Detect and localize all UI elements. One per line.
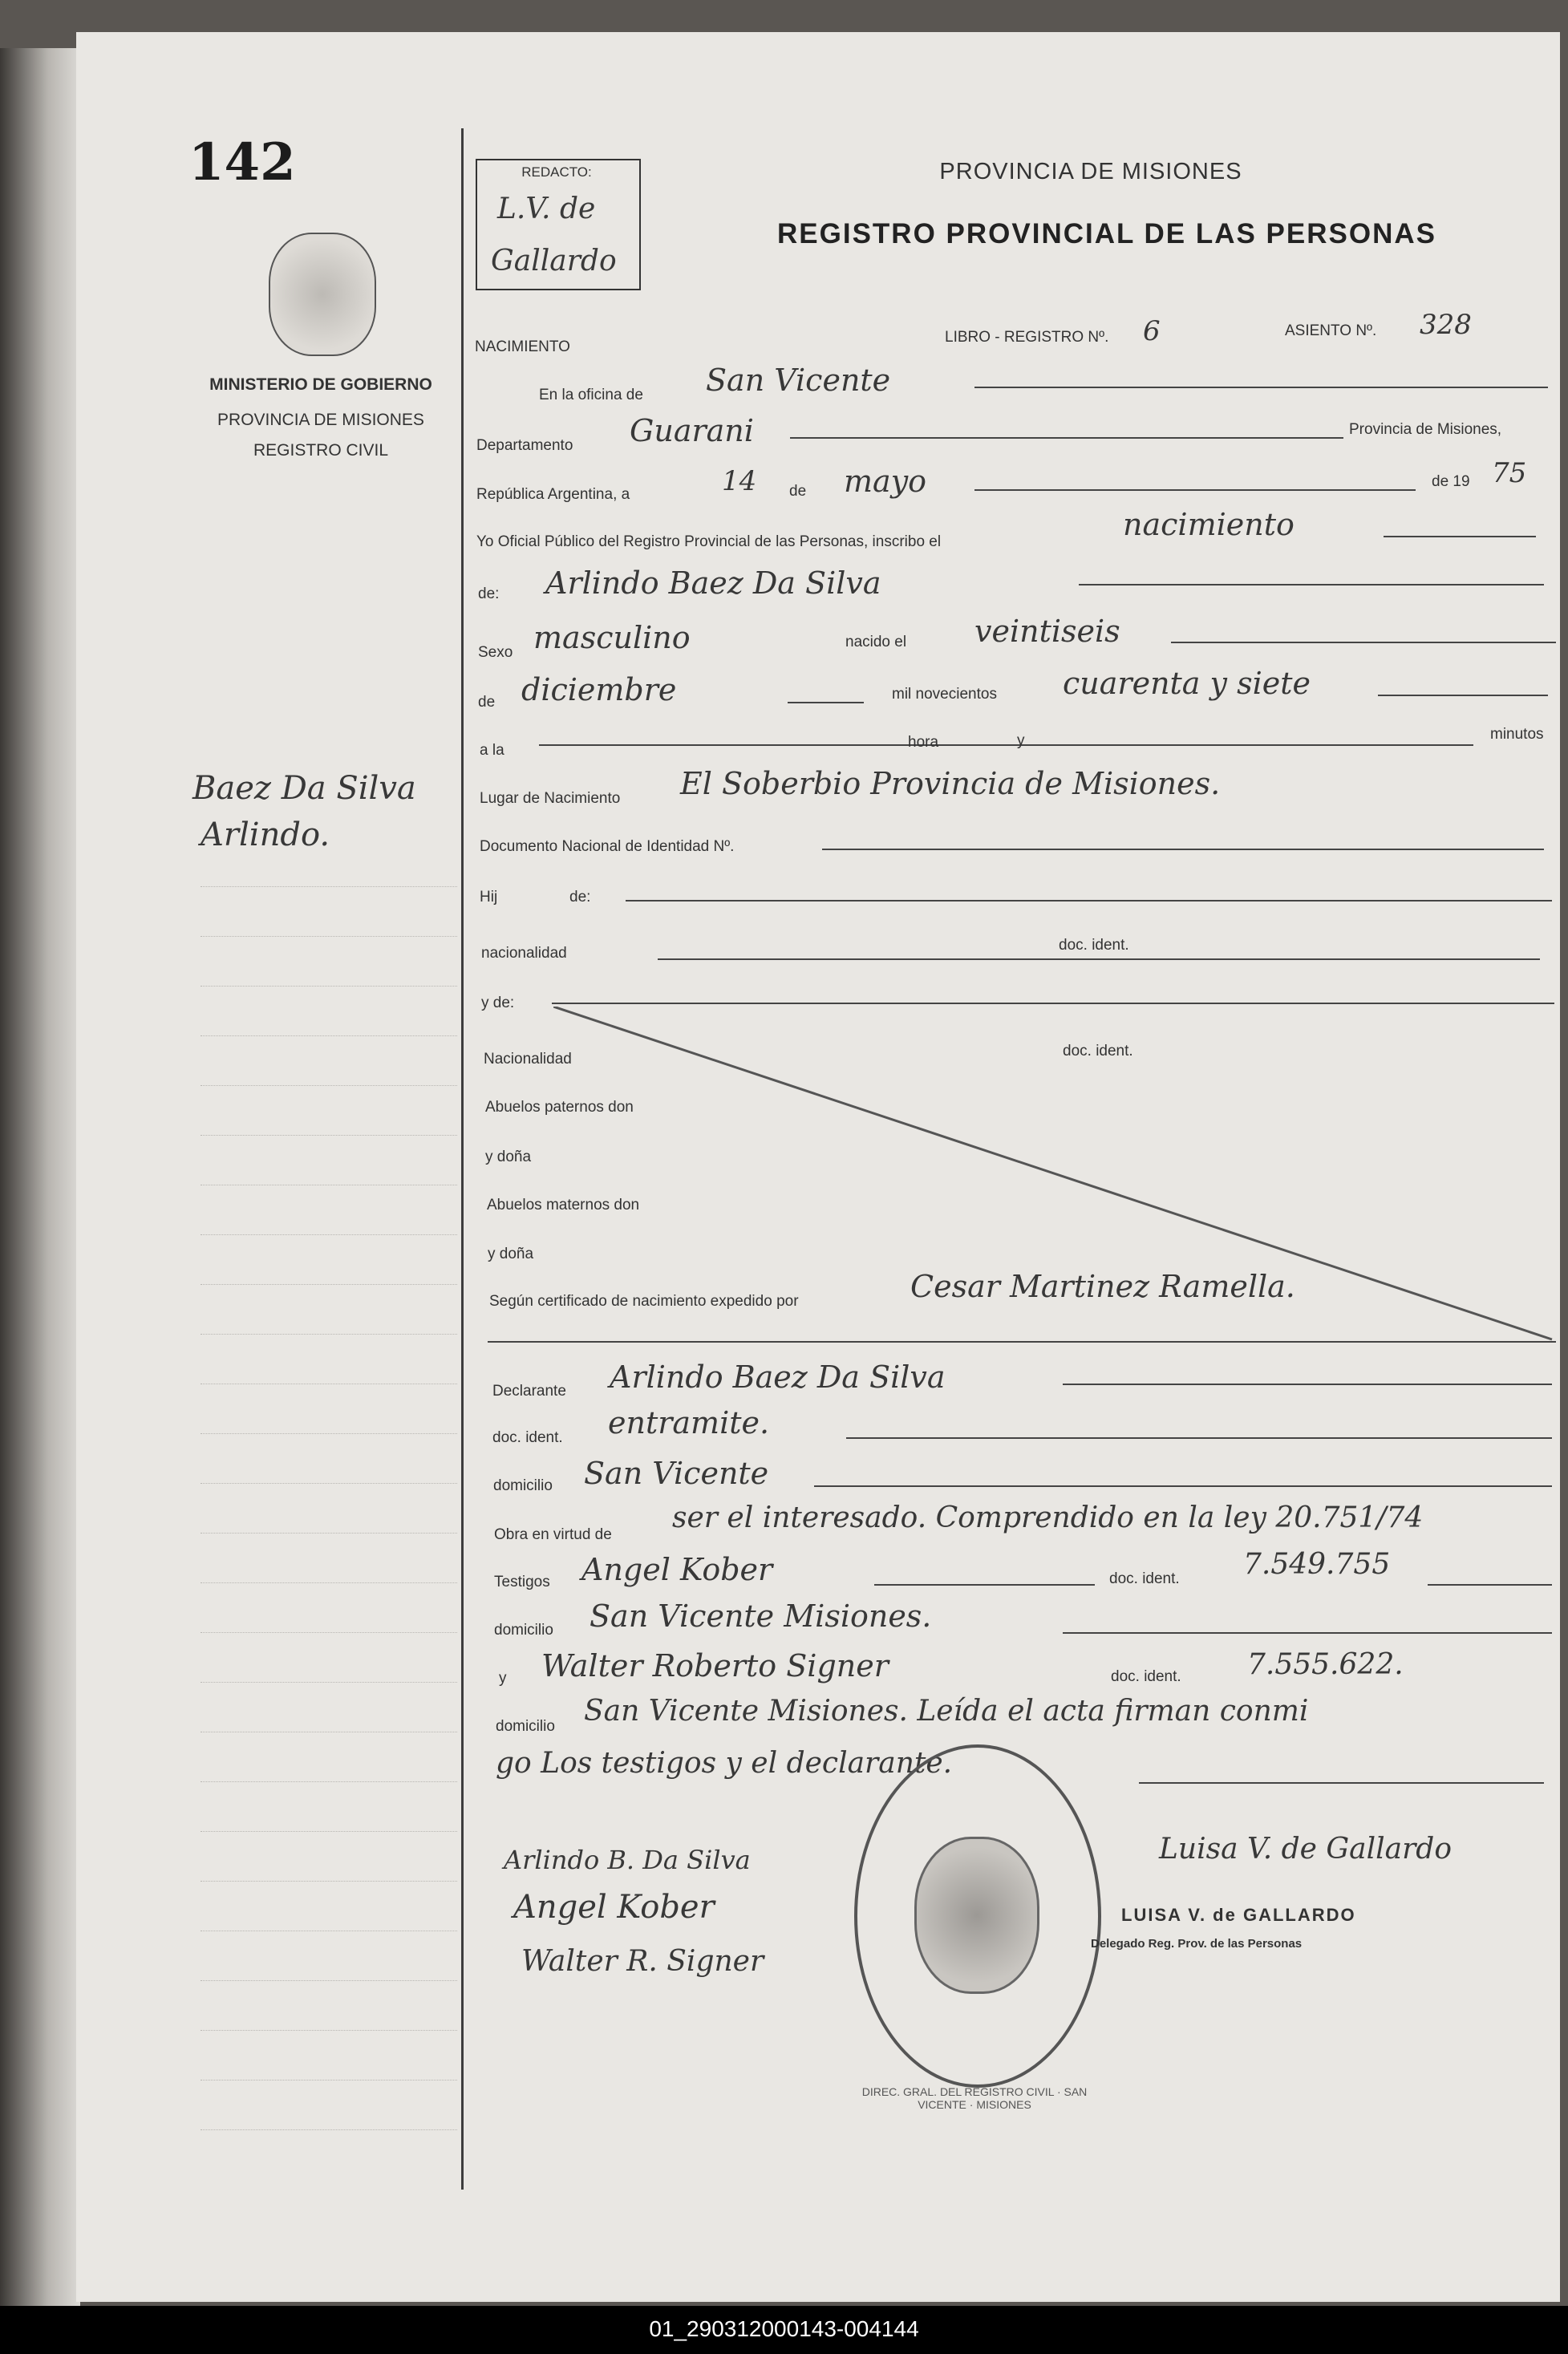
province-title: PROVINCIA DE MISIONES [939, 159, 1242, 184]
margin-rule [201, 1234, 457, 1235]
official-role: Delegado Reg. Prov. de las Personas [1091, 1937, 1303, 1951]
lugar-label: Lugar de Nacimiento [480, 790, 621, 807]
mes-value: mayo [844, 464, 927, 499]
section-label: NACIMIENTO [475, 338, 570, 355]
ydona2-label: y doña [488, 1246, 534, 1262]
margin-rule [201, 1334, 457, 1335]
testigo2-value: Walter Roberto Signer [541, 1648, 889, 1683]
margin-rule [201, 1483, 457, 1484]
margin-rule [201, 1582, 457, 1583]
redacto-value1: L.V. de [497, 192, 596, 225]
margin-rule [201, 1881, 457, 1882]
obra-value: ser el interesado. Comprendido en la ley 20.751/74 [672, 1501, 1424, 1534]
doc-ident-label: doc. ident. [1059, 937, 1129, 954]
ministry-line2: PROVINCIA DE MISIONES [217, 411, 424, 429]
domicilio2-value: San Vicente Misiones. [590, 1598, 932, 1634]
certificado-label: Según certificado de nacimiento expedido por [489, 1293, 799, 1310]
margin-rule [201, 1433, 457, 1434]
margin-rule [201, 1085, 457, 1086]
minutos-label: minutos [1490, 726, 1544, 743]
lugar-value: El Soberbio Provincia de Misiones. [680, 766, 1221, 801]
margin-note-line1: Baez Da Silva [192, 770, 416, 807]
margin-rule [201, 1632, 457, 1633]
signature-3: Walter R. Signer [521, 1945, 764, 1978]
redacto-value2: Gallardo [491, 245, 617, 278]
signature-4: Luisa V. de Gallardo [1159, 1833, 1453, 1866]
nombre-label: de: [478, 585, 500, 602]
nacionalidad-label: nacionalidad [481, 945, 567, 962]
oficina-value: San Vicente [706, 363, 891, 398]
anio-prefix: de 19 [1432, 473, 1470, 490]
domicilio2-label: domicilio [494, 1622, 553, 1639]
certificado-value: Cesar Martinez Ramella. [910, 1269, 1295, 1304]
ala-label: a la [480, 742, 504, 759]
anio2-value: cuarenta y siete [1063, 666, 1311, 701]
hij-de-label: de: [569, 889, 591, 906]
abuelos-p-label: Abuelos paternos don [485, 1099, 634, 1116]
ministry-line3: REGISTRO CIVIL [253, 441, 389, 460]
margin-rule [201, 986, 457, 987]
departamento-label: Departamento [476, 437, 573, 454]
domicilio3-label: domicilio [496, 1718, 555, 1735]
declarante-label: Declarante [492, 1383, 566, 1400]
declarante-value: Arlindo Baez Da Silva [610, 1359, 946, 1395]
margin-rule [201, 1284, 457, 1285]
coat-of-arms-icon [269, 233, 376, 356]
ydona1-label: y doña [485, 1149, 532, 1165]
margin-rule [201, 2030, 457, 2031]
y2-label: y [499, 1670, 507, 1687]
testigo2-doc: 7.555.622. [1247, 1648, 1404, 1681]
dia-value: 14 [722, 465, 757, 497]
asiento-value: 328 [1420, 309, 1472, 341]
margin-rule [201, 1035, 457, 1036]
documento-label: Documento Nacional de Identidad Nº. [480, 838, 735, 855]
hora-label: hora [908, 734, 939, 751]
page-number: 142 [188, 132, 296, 192]
de2-label: de [478, 694, 496, 711]
testigo1-doc-label: doc. ident. [1109, 1570, 1180, 1587]
final-value: go Los testigos y el declarante. [496, 1747, 953, 1780]
image-id-label: 01_290312000143-004144 [649, 2316, 919, 2341]
provincia-suffix: Provincia de Misiones, [1349, 421, 1502, 438]
nombre-value: Arlindo Baez Da Silva [545, 565, 881, 601]
oficial-value: nacimiento [1123, 507, 1295, 542]
asiento-label: ASIENTO Nº. [1285, 322, 1377, 339]
margin-rule [201, 1980, 457, 1981]
testigo1-value: Angel Kober [581, 1552, 773, 1587]
nacido-value: veintiseis [974, 614, 1120, 649]
de-label: de [789, 483, 807, 500]
abuelos-m-label: Abuelos maternos don [487, 1197, 640, 1213]
libro-label: LIBRO - REGISTRO Nº. [945, 329, 1109, 346]
sexo-label: Sexo [478, 644, 513, 661]
republica-label: República Argentina, a [476, 486, 630, 503]
seal-text: DIREC. GRAL. DEL REGISTRO CIVIL · SAN VICENTE · MISIONES [861, 2085, 1088, 2111]
book-edge [0, 48, 80, 2310]
ministry-line1: MINISTERIO DE GOBIERNO [209, 375, 432, 394]
margin-note-line2: Arlindo. [201, 816, 330, 853]
testigos-label: Testigos [494, 1574, 550, 1590]
sexo-value: masculino [533, 620, 691, 655]
doc-label: doc. ident. [492, 1429, 563, 1446]
yde-label: y de: [481, 995, 515, 1011]
signature-1: Arlindo B. Da Silva [504, 1845, 751, 1875]
hij-label: Hij [480, 889, 498, 906]
margin-rule [201, 1135, 457, 1136]
doc-ident2-label: doc. ident. [1063, 1043, 1133, 1060]
seal-emblem-icon [914, 1837, 1039, 1994]
margin-rule [201, 2129, 457, 2130]
nacido-label: nacido el [845, 634, 907, 650]
mil-label: mil novecientos [892, 686, 997, 703]
margin-rule [201, 936, 457, 937]
nacionalidad2-label: Nacionalidad [484, 1051, 572, 1068]
doc-value: entramite. [608, 1405, 770, 1440]
anio-value: 75 [1492, 457, 1527, 489]
testigo1-doc: 7.549.755 [1243, 1548, 1391, 1581]
margin-rule [201, 2080, 457, 2081]
margin-rule [201, 1682, 457, 1683]
signature-2: Angel Kober [513, 1889, 715, 1926]
margin-rule [201, 1831, 457, 1832]
margin-rule [201, 886, 457, 887]
oficina-label: En la oficina de [539, 387, 643, 403]
domicilio-label: domicilio [493, 1477, 553, 1494]
mes2-value: diciembre [521, 672, 677, 707]
testigo2-doc-label: doc. ident. [1111, 1668, 1181, 1685]
libro-value: 6 [1143, 315, 1161, 347]
y-label: y [1017, 732, 1025, 749]
redacto-label: REDACTO: [521, 164, 592, 180]
margin-rule [201, 1533, 457, 1534]
margin-line [461, 128, 464, 2190]
margin-rule [201, 1781, 457, 1782]
registry-title: REGISTRO PROVINCIAL DE LAS PERSONAS [777, 218, 1436, 249]
obra-label: Obra en virtud de [494, 1526, 612, 1543]
oficial-label: Yo Oficial Público del Registro Provincial de las Personas, inscribo el [476, 533, 942, 550]
domicilio-value: San Vicente [584, 1456, 769, 1491]
domicilio3-value: San Vicente Misiones. Leída el acta firman conmi [584, 1695, 1309, 1728]
departamento-value: Guarani [630, 413, 754, 448]
official-name: LUISA V. de GALLARDO [1121, 1905, 1356, 1925]
